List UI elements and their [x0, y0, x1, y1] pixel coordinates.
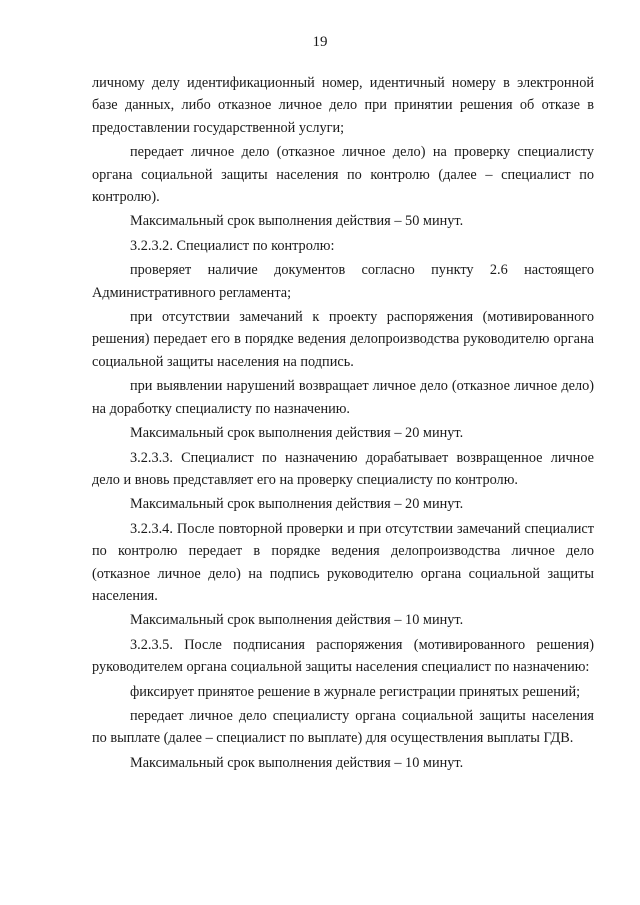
paragraph: 3.2.3.2. Специалист по контролю:: [130, 237, 335, 254]
paragraph: Максимальный срок выполнения действия – 20 минут.: [130, 425, 464, 442]
paragraph: передает личное дело (отказное личное дело) на проверку специалисту органа социальной защиты населения по контролю (далее – специалист по контролю).: [92, 144, 594, 206]
page-number: 19: [312, 34, 328, 50]
paragraph: проверяет наличие документов согласно пункту 2.6 настоящего Административного регламента;: [92, 262, 594, 301]
paragraph: Максимальный срок выполнения действия – 50 минут.: [130, 213, 464, 230]
paragraph: при отсутствии замечаний к проекту распоряжения (мотивированного решения) передает его в порядке ведения делопроизводства руководителю органа социальной защиты населения на подпись.: [92, 309, 594, 370]
paragraph: 3.2.3.4. После повторной проверки и при отсутствии замечаний специалист по контролю передает в порядке ведения делопроизводства личное дело (отказное личное дело) на подпись руководителю органа социальной защиты населения.: [92, 520, 594, 604]
paragraph: при выявлении нарушений возвращает личное дело (отказное личное дело) на доработку специалисту по назначению.: [92, 378, 594, 417]
paragraph: Максимальный срок выполнения действия – 10 минут.: [130, 754, 464, 771]
paragraph: фиксирует принятое решение в журнале регистрации принятых решений;: [130, 683, 581, 700]
paragraph: 3.2.3.3. Специалист по назначению дорабатывает возвращенное личное дело и вновь представляет его на проверку специалисту по контролю.: [92, 449, 594, 488]
paragraph: Максимальный срок выполнения действия – 20 минут.: [130, 496, 464, 513]
paragraph: Максимальный срок выполнения действия – 10 минут.: [130, 612, 464, 629]
document-body: [92, 72, 594, 774]
paragraph: личному делу идентификационный номер, идентичный номеру в электронной базе данных, либо отказное личное дело при принятии решения об отказе в предоставлении государственной услуги;: [92, 75, 594, 136]
paragraph: 3.2.3.5. После подписания распоряжения (мотивированного решения) руководителем органа социальной защиты населения специалист по назначению:: [92, 636, 594, 676]
paragraph: передает личное дело специалисту органа социальной защиты населения по выплате (далее – специалист по выплате) для осуществления выплаты ГДВ.: [92, 707, 594, 747]
